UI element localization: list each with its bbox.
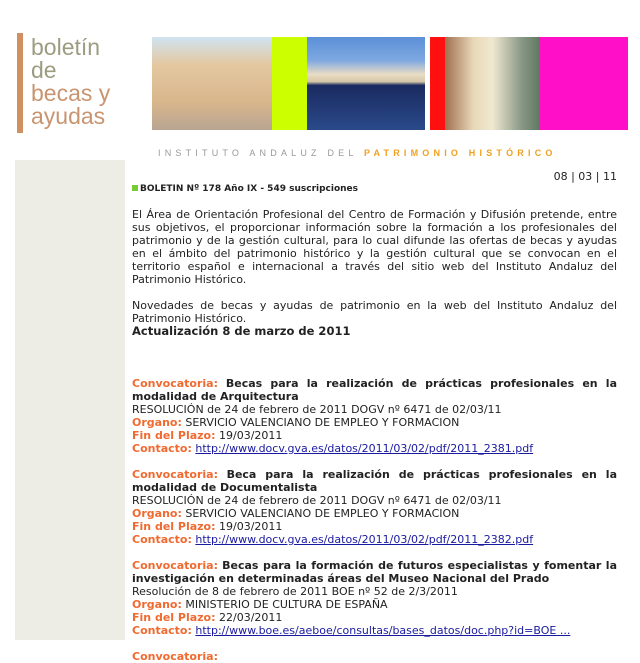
contacto-link[interactable]: http://www.docv.gva.es/datos/2011/03/02/pdf/2011_2381.pdf	[195, 442, 534, 455]
grant-title: Becas para la formación de futuros especialistas y fomentar la investigación en determinadas áreas del Museo Nacional del Prado	[132, 559, 617, 585]
organo-value: MINISTERIO DE CULTURA DE ESPAÑA	[185, 598, 388, 611]
update-heading: Actualización 8 de marzo de 2011	[132, 324, 351, 338]
grant-title-line	[132, 559, 617, 585]
novedades-text: Novedades de becas y ayudas de patrimonio en la web del Instituto Andaluz del Patrimonio Histórico.	[132, 299, 617, 325]
plazo-value: 19/03/2011	[219, 429, 283, 442]
grant-item	[132, 468, 617, 546]
logo-line: boletín	[31, 34, 101, 60]
bulletin-info	[132, 183, 617, 196]
grant-title: Beca para la realización de prácticas profesionales en la modalidad de Documentalista	[132, 468, 617, 494]
organo-label: Organo:	[132, 416, 182, 429]
plazo-label: Fin del Plazo:	[132, 611, 216, 624]
grant-resolution: RESOLUCIÓN de 24 de febrero de 2011 DOGV nº 6471 de 02/03/11	[132, 494, 502, 507]
institute-part: PATRIMONIO HISTÓRICO	[363, 148, 557, 158]
sidebar	[15, 160, 125, 640]
grant-contacto	[132, 624, 617, 637]
plazo-label: Fin del Plazo:	[132, 429, 216, 442]
header-color-block	[430, 37, 445, 130]
content	[132, 170, 617, 663]
grant-item	[132, 377, 617, 455]
logo	[31, 36, 110, 128]
grant-item	[132, 559, 617, 637]
organo-value: SERVICIO VALENCIANO DE EMPLEO Y FORMACION	[185, 416, 460, 429]
header-photo-arch	[445, 37, 540, 130]
logo-line: ayudas	[31, 103, 106, 129]
plazo-value: 19/03/2011	[219, 520, 283, 533]
institute-name	[158, 148, 557, 158]
issue-date: 08 | 03 | 11	[553, 170, 617, 183]
grant-contacto	[132, 533, 617, 546]
institute-part: INSTITUTO ANDALUZ DEL	[158, 148, 358, 158]
contacto-label: Contacto:	[132, 533, 192, 546]
intro-text: El Área de Orientación Profesional del Centro de Formación y Difusión pretende, entre sus objetivos, el proporcionar información sobre la formación a los profesionales del patrimonio y de la gestión cultural, para lo cual difunde las ofertas de becas y ayudas en el ámbito del patrimonio histórico y la gestión cultural que se convocan en el territorio español e internacional a través del sitio web del Instituto Andaluz del Patrimonio Histórico.	[132, 208, 617, 286]
organo-label: Organo:	[132, 507, 182, 520]
grant-title: Becas para la realización de prácticas profesionales en la modalidad de Arquitectura	[132, 377, 618, 403]
header-photo-courtyard	[152, 37, 272, 130]
grant-organo	[132, 507, 617, 520]
grant-contacto	[132, 442, 617, 455]
grant-plazo	[132, 520, 617, 533]
bulletin-text: BOLETIN Nº 178 Año IX - 549 suscripciones	[140, 184, 358, 194]
contacto-label: Contacto:	[132, 624, 192, 637]
contacto-link[interactable]: http://www.boe.es/aeboe/consultas/bases_datos/doc.php?id=BOE ...	[195, 624, 571, 637]
grant-title-line	[132, 468, 617, 494]
bullet-icon	[132, 185, 138, 191]
organo-label: Organo:	[132, 598, 182, 611]
grant-plazo	[132, 611, 617, 624]
contacto-label: Contacto:	[132, 442, 192, 455]
logo-line: becas y	[31, 80, 111, 106]
plazo-label: Fin del Plazo:	[132, 520, 216, 533]
grant-resolution: Resolución de 8 de febrero de 2011 BOE nº 52 de 2/3/2011	[132, 585, 458, 598]
convocatoria-label: Convocatoria:	[132, 559, 218, 572]
grant-resolution: RESOLUCIÓN de 24 de febrero de 2011 DOGV nº 6471 de 02/03/11	[132, 403, 502, 416]
header-color-block	[272, 37, 307, 130]
convocatoria-label: Convocatoria:	[132, 650, 218, 663]
grant-title-line	[132, 377, 617, 403]
grant-plazo	[132, 429, 617, 442]
grant-organo	[132, 598, 617, 611]
header-color-block	[540, 37, 628, 130]
logo-accent-bar	[17, 33, 23, 133]
header-photo-pool	[307, 37, 425, 130]
contacto-link[interactable]: http://www.docv.gva.es/datos/2011/03/02/pdf/2011_2382.pdf	[195, 533, 534, 546]
logo-line: de	[31, 57, 57, 83]
convocatoria-label: Convocatoria:	[132, 377, 218, 390]
grant-organo	[132, 416, 617, 429]
convocatoria-label: Convocatoria:	[132, 468, 218, 481]
organo-value: SERVICIO VALENCIANO DE EMPLEO Y FORMACION	[185, 507, 460, 520]
plazo-value: 22/03/2011	[219, 611, 283, 624]
